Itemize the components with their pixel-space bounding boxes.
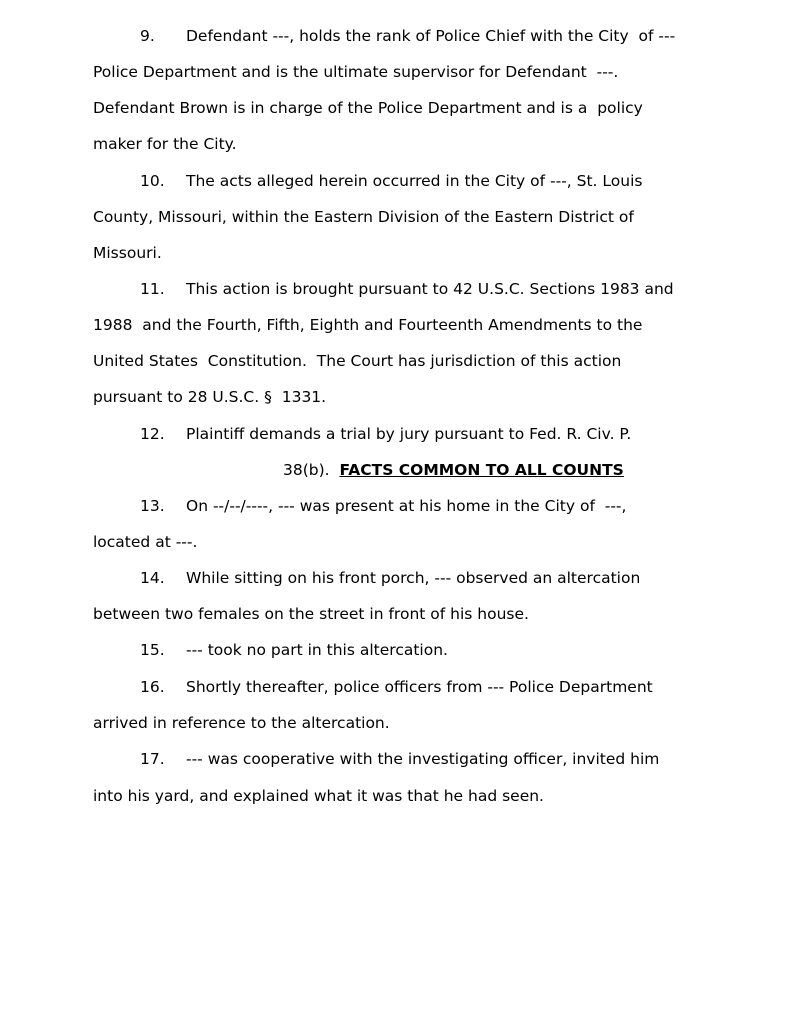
paragraph-9-line-3: Defendant Brown is in charge of the Police Department and is a policy (93, 99, 643, 117)
paragraph-number: 10. (140, 172, 165, 190)
paragraph-number: 14. (140, 569, 165, 587)
paragraph-number: 11. (140, 280, 165, 298)
paragraph-text: On --/--/----, --- was present at his home in the City of ---, (186, 497, 627, 515)
paragraph-17-line-1 (93, 749, 659, 769)
section-heading: FACTS COMMON TO ALL COUNTS (339, 461, 624, 479)
paragraph-text: While sitting on his front porch, --- observed an altercation (186, 569, 641, 587)
paragraph-16-line-2: arrived in reference to the altercation. (93, 714, 390, 732)
paragraph-11-line-2: 1988 and the Fourth, Fifth, Eighth and Fourteenth Amendments to the (93, 316, 643, 334)
paragraph-15-line-1 (93, 640, 448, 660)
paragraph-11-line-1 (93, 279, 674, 299)
paragraph-13-line-1 (93, 496, 626, 516)
paragraph-number: 16. (140, 678, 165, 696)
paragraph-11-line-4: pursuant to 28 U.S.C. § 1331. (93, 388, 327, 406)
paragraph-text: --- took no part in this altercation. (186, 641, 448, 659)
paragraph-10-line-3: Missouri. (93, 244, 162, 262)
paragraph-9-line-2: Police Department and is the ultimate supervisor for Defendant ---. (93, 63, 619, 81)
paragraph-text: Shortly thereafter, police officers from --- Police Department (186, 678, 653, 696)
paragraph-12-line-2 (283, 460, 624, 480)
paragraph-number: 17. (140, 750, 165, 768)
paragraph-number: 13. (140, 497, 165, 515)
paragraph-9-line-4: maker for the City. (93, 135, 237, 153)
paragraph-9-line-1 (93, 26, 675, 46)
paragraph-14-line-1 (93, 568, 640, 588)
paragraph-number: 12. (140, 425, 165, 443)
paragraph-text: Plaintiff demands a trial by jury pursuant to Fed. R. Civ. P. (186, 425, 632, 443)
paragraph-continuation: 38(b). (283, 461, 330, 479)
paragraph-text: The acts alleged herein occurred in the City of ---, St. Louis (186, 172, 643, 190)
paragraph-text: This action is brought pursuant to 42 U.S.C. Sections 1983 and (186, 280, 674, 298)
paragraph-13-line-2: located at ---. (93, 533, 198, 551)
paragraph-14-line-2: between two females on the street in front of his house. (93, 605, 529, 623)
paragraph-10-line-2: County, Missouri, within the Eastern Division of the Eastern District of (93, 208, 634, 226)
paragraph-number: 9. (140, 27, 155, 45)
paragraph-text: Defendant ---, holds the rank of Police Chief with the City of --- (186, 27, 676, 45)
paragraph-12-line-1 (93, 424, 631, 444)
paragraph-10-line-1 (93, 171, 642, 191)
paragraph-text: --- was cooperative with the investigating officer, invited him (186, 750, 660, 768)
paragraph-16-line-1 (93, 677, 653, 697)
paragraph-number: 15. (140, 641, 165, 659)
paragraph-11-line-3: United States Constitution. The Court has jurisdiction of this action (93, 352, 622, 370)
paragraph-17-line-2: into his yard, and explained what it was that he had seen. (93, 787, 544, 805)
